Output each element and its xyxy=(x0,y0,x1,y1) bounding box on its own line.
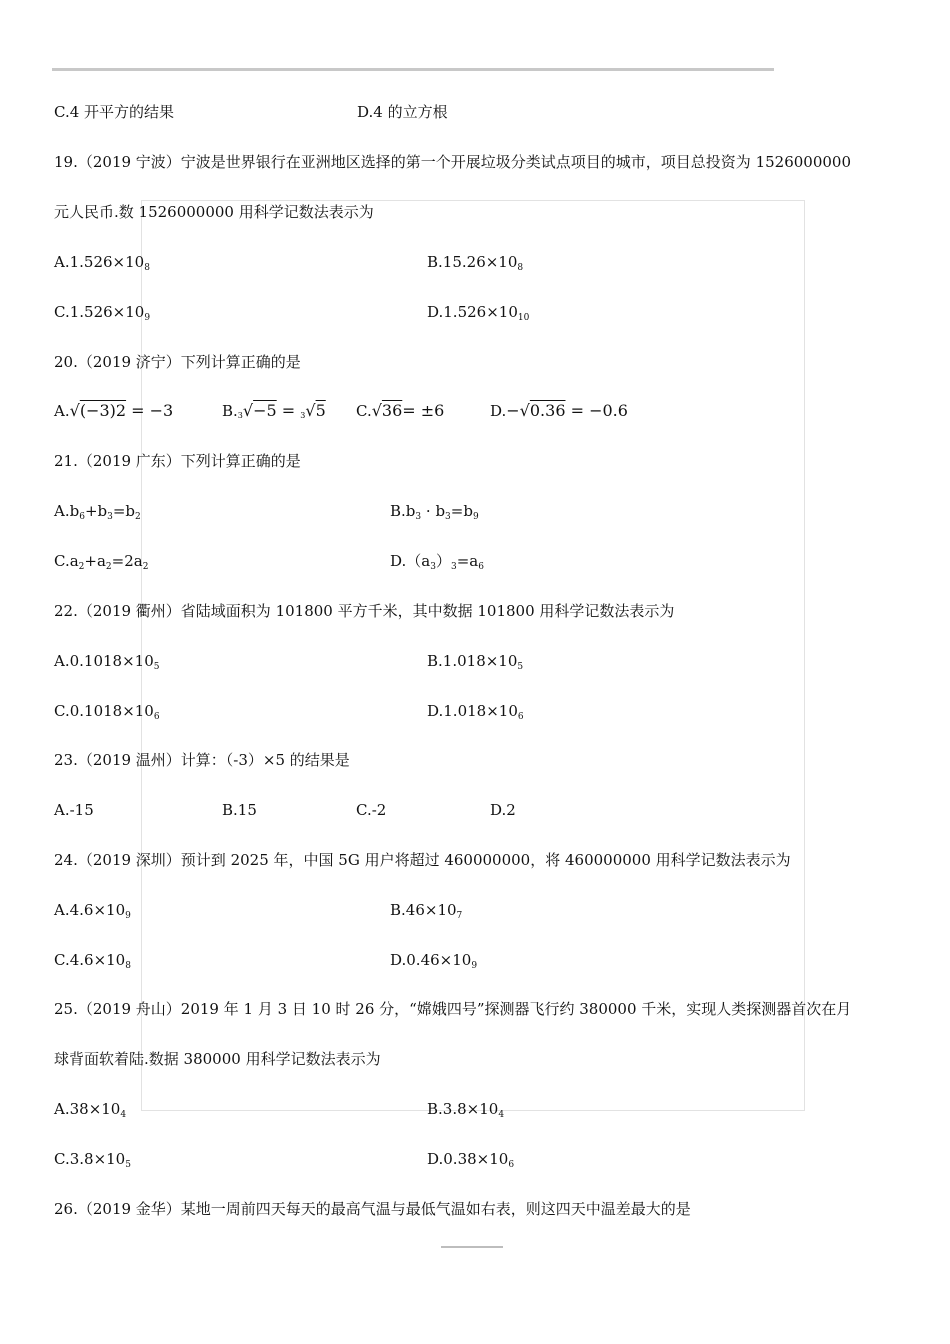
q21-option-c: $C.a_2+a_2=2a_2$ xyxy=(54,552,149,572)
q20-option-d: D.−√0.36 = −0.6 xyxy=(490,401,628,420)
question-19-stem: 19.（2019 宁波）宁波是世界银行在亚洲地区选择的第一个开展垃圾分类试点项目的城市，项目总投资为 1526000000 xyxy=(54,153,852,171)
header-rule xyxy=(52,68,774,71)
q23-option-c: C.-2 xyxy=(356,801,387,819)
q21-option-d: $D.(a_3)_3=a_6$ xyxy=(390,552,484,572)
q24-option-d: $D.0.46\times 10_9$ xyxy=(390,951,478,971)
q22-option-a: $A.0.1018\times 10_5$ xyxy=(54,652,160,672)
q22-option-b: $B.1.018\times 10_5$ xyxy=(427,652,524,672)
q22-option-c: $C.0.1018\times 10_6$ xyxy=(54,702,160,722)
q21-option-b: $B.b_3 \cdot b_3=b_9$ xyxy=(390,502,479,522)
page-footer-mark xyxy=(441,1246,503,1248)
q25-option-a: $A.38\times 10_4$ xyxy=(54,1100,127,1120)
q19-option-b: $B.15.26\times 10_8$ xyxy=(427,253,524,273)
q20-option-b: B.3√−5 = 3√5 xyxy=(222,401,326,420)
q24-option-c: $C.4.6\times 10_8$ xyxy=(54,951,131,971)
question-21-stem: 21.（2019 广东）下列计算正确的是 xyxy=(54,452,301,470)
question-25-stem-cont: 球背面软着陆.数据 380000 用科学记数法表示为 xyxy=(54,1050,381,1068)
question-25-stem: 25.（2019 舟山）2019 年 1 月 3 日 10 时 26 分，“嫦娥四号”探测器飞行约 380000 千米，实现人类探测器首次在月 xyxy=(54,1000,852,1018)
question-22-stem: 22.（2019 衢州）省陆域面积为 101800 平方千米，其中数据 101800 用科学记数法表示为 xyxy=(54,602,675,620)
q24-option-a: $A.4.6\times 10_9$ xyxy=(54,901,131,921)
q23-option-a: A.-15 xyxy=(54,801,94,819)
option-d-prev: D.4 的立方根 xyxy=(357,103,448,121)
q23-option-d: D.2 xyxy=(490,801,516,819)
question-24-stem: 24.（2019 深圳）预计到 2025 年，中国 5G 用户将超过 460000000，将 460000000 用科学记数法表示为 xyxy=(54,851,791,869)
q20-option-c: C.√36= ±6 xyxy=(356,401,445,420)
q24-option-b: $B.46\times 10_7$ xyxy=(390,901,463,921)
option-c-prev: C.4 开平方的结果 xyxy=(54,103,175,121)
q21-option-a: $A.b_6+b_3=b_2$ xyxy=(54,502,141,522)
q25-option-c: $C.3.8\times 10_5$ xyxy=(54,1150,131,1170)
q25-option-b: $B.3.8\times 10_4$ xyxy=(427,1100,505,1120)
q20-option-a: A.√(−3)2 = −3 xyxy=(54,401,174,420)
q19-option-d: $D.1.526\times 10_{10}$ xyxy=(427,303,530,323)
q25-option-d: $D.0.38\times 10_6$ xyxy=(427,1150,515,1170)
question-26-stem: 26.（2019 金华）某地一周前四天每天的最高气温与最低气温如右表，则这四天中温差最大的是 xyxy=(54,1200,691,1218)
q22-option-d: $D.1.018\times 10_6$ xyxy=(427,702,524,722)
q19-option-c: $C.1.526\times 10_9$ xyxy=(54,303,151,323)
question-19-stem-cont: 元人民币.数 1526000000 用科学记数法表示为 xyxy=(54,203,374,221)
question-20-stem: 20.（2019 济宁）下列计算正确的是 xyxy=(54,353,301,371)
question-23-stem: 23.（2019 温州）计算：（-3）×5 的结果是 xyxy=(54,751,350,769)
q19-option-a: $A.1.526\times 10_8$ xyxy=(54,253,150,273)
q23-option-b: B.15 xyxy=(222,801,257,819)
